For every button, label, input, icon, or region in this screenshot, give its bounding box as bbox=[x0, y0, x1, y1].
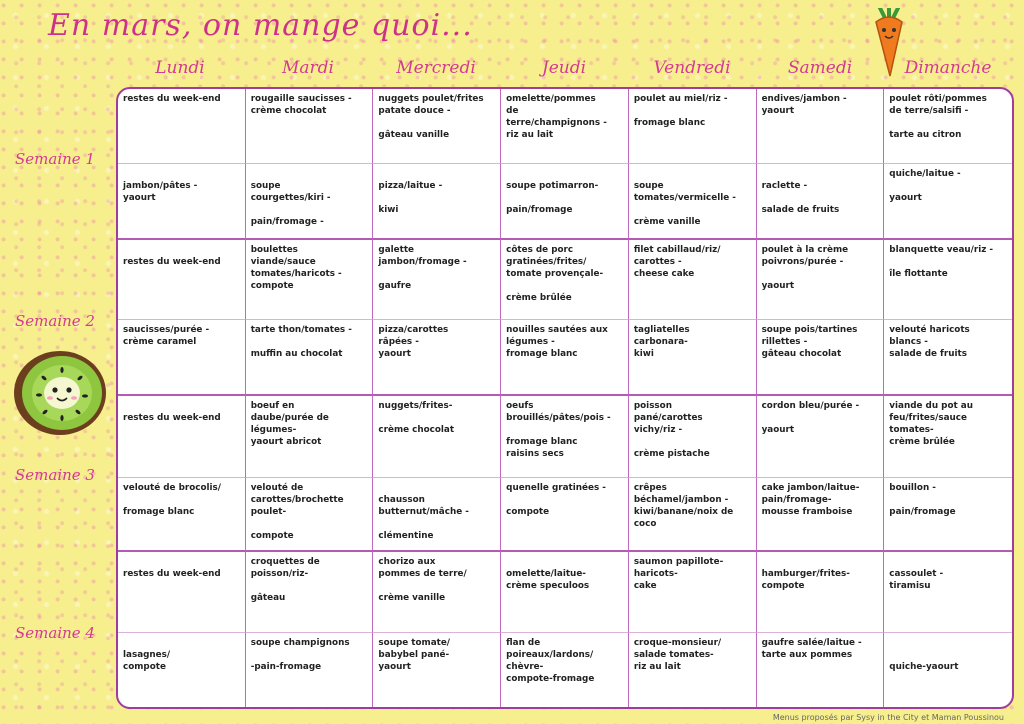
menu-cell: cassoulet - tiramisu bbox=[884, 552, 1012, 633]
menu-cell: poulet à la crème poivrons/purée - yaourt bbox=[757, 240, 885, 320]
menu-cell: velouté de brocolis/ fromage blanc bbox=[118, 478, 246, 552]
menu-cell: restes du week-end bbox=[118, 240, 246, 320]
menu-cell: poisson pané/carottes vichy/riz - crème pistache bbox=[629, 396, 757, 478]
menu-cell: hamburger/frites- compote bbox=[757, 552, 885, 633]
menu-cell: galette jambon/fromage - gaufre bbox=[373, 240, 501, 320]
menu-cell: bouillon - pain/fromage bbox=[884, 478, 1012, 552]
menu-cell: endives/jambon - yaourt bbox=[757, 89, 885, 164]
menu-cell: blanquette veau/riz - île flottante bbox=[884, 240, 1012, 320]
menu-cell: soupe tomate/ babybel pané- yaourt bbox=[373, 633, 501, 709]
day-header-samedi: Samedi bbox=[787, 58, 853, 78]
week-label-3: Semaine 3 bbox=[15, 466, 95, 484]
menu-cell: soupe pois/tartines rillettes - gâteau chocolat bbox=[757, 320, 885, 396]
menu-cell: quenelle gratinées - compote bbox=[501, 478, 629, 552]
menu-cell: chausson butternut/mâche - clémentine bbox=[373, 478, 501, 552]
menu-cell: nuggets poulet/frites patate douce - gâteau vanille bbox=[373, 89, 501, 164]
day-header-row bbox=[116, 58, 1014, 84]
day-header-mercredi: Mercredi bbox=[396, 58, 476, 78]
menu-cell: soupe tomates/vermicelle - crème vanille bbox=[629, 164, 757, 240]
menu-cell: boeuf en daube/purée de légumes- yaourt abricot bbox=[246, 396, 374, 478]
menu-cell: viande du pot au feu/frites/sauce tomates- crème brûlée bbox=[884, 396, 1012, 478]
menu-cell: soupe potimarron- pain/fromage bbox=[501, 164, 629, 240]
menu-cell: côtes de porc gratinées/frites/ tomate provençale- crème brûlée bbox=[501, 240, 629, 320]
menu-cell: saumon papillote- haricots- cake bbox=[629, 552, 757, 633]
menu-cell: nouilles sautées aux légumes - fromage blanc bbox=[501, 320, 629, 396]
menu-grid bbox=[116, 87, 1014, 709]
menu-cell: poulet rôti/pommes de terre/salsifi - tarte au citron bbox=[884, 89, 1012, 164]
menu-cell: tarte thon/tomates - muffin au chocolat bbox=[246, 320, 374, 396]
page-title: En mars, on mange quoi... bbox=[48, 8, 473, 43]
day-header-vendredi: Vendredi bbox=[653, 58, 731, 78]
menu-cell: rougaille saucisses - crème chocolat bbox=[246, 89, 374, 164]
menu-cell: soupe courgettes/kiri - pain/fromage - bbox=[246, 164, 374, 240]
menu-cell: restes du week-end bbox=[118, 552, 246, 633]
menu-cell: velouté haricots blancs - salade de fruits bbox=[884, 320, 1012, 396]
menu-cell: velouté de carottes/brochette poulet- compote bbox=[246, 478, 374, 552]
day-header-jeudi: Jeudi bbox=[541, 58, 587, 78]
menu-cell: filet cabillaud/riz/ carottes - cheese cake bbox=[629, 240, 757, 320]
menu-cell: restes du week-end bbox=[118, 396, 246, 478]
menu-cell: cordon bleu/purée - yaourt bbox=[757, 396, 885, 478]
menu-cell: quiche-yaourt bbox=[884, 633, 1012, 709]
menu-cell: boulettes viande/sauce tomates/haricots - compote bbox=[246, 240, 374, 320]
credits-footer: Menus proposés par Sysy in the City et Maman Poussinou bbox=[772, 713, 1004, 722]
menu-cell: flan de poireaux/lardons/ chèvre- compote-fromage bbox=[501, 633, 629, 709]
menu-cell: pizza/laitue - kiwi bbox=[373, 164, 501, 240]
day-header-mardi: Mardi bbox=[282, 58, 334, 78]
week-label-1: Semaine 1 bbox=[15, 150, 95, 168]
menu-cell: croque-monsieur/ salade tomates- riz au lait bbox=[629, 633, 757, 709]
menu-cell: restes du week-end bbox=[118, 89, 246, 164]
menu-cell: soupe champignons -pain-fromage bbox=[246, 633, 374, 709]
menu-cell: raclette - salade de fruits bbox=[757, 164, 885, 240]
menu-cell: gaufre salée/laitue - tarte aux pommes bbox=[757, 633, 885, 709]
week-label-4: Semaine 4 bbox=[15, 624, 95, 642]
kiwi-icon bbox=[10, 348, 110, 438]
menu-cell: omelette/laitue- crème speculoos bbox=[501, 552, 629, 633]
day-header-lundi: Lundi bbox=[155, 58, 205, 78]
menu-cell: chorizo aux pommes de terre/ crème vanille bbox=[373, 552, 501, 633]
menu-cell: tagliatelles carbonara- kiwi bbox=[629, 320, 757, 396]
menu-cell: crêpes béchamel/jambon - kiwi/banane/noix de coco bbox=[629, 478, 757, 552]
menu-cell: jambon/pâtes - yaourt bbox=[118, 164, 246, 240]
menu-cell: poulet au miel/riz - fromage blanc bbox=[629, 89, 757, 164]
menu-cell: saucisses/purée - crème caramel bbox=[118, 320, 246, 396]
week-label-2: Semaine 2 bbox=[15, 312, 95, 330]
menu-cell: quiche/laitue - yaourt bbox=[884, 164, 1012, 240]
menu-cell: pizza/carottes râpées - yaourt bbox=[373, 320, 501, 396]
day-header-dimanche: Dimanche bbox=[904, 58, 992, 78]
menu-cell: croquettes de poisson/riz- gâteau bbox=[246, 552, 374, 633]
menu-cell: cake jambon/laitue- pain/fromage- mousse framboise bbox=[757, 478, 885, 552]
menu-cell: omelette/pommes de terre/champignons - riz au lait bbox=[501, 89, 629, 164]
menu-cell: lasagnes/ compote bbox=[118, 633, 246, 709]
menu-cell: nuggets/frites- crème chocolat bbox=[373, 396, 501, 478]
menu-cell: oeufs brouillés/pâtes/pois - fromage blanc raisins secs bbox=[501, 396, 629, 478]
